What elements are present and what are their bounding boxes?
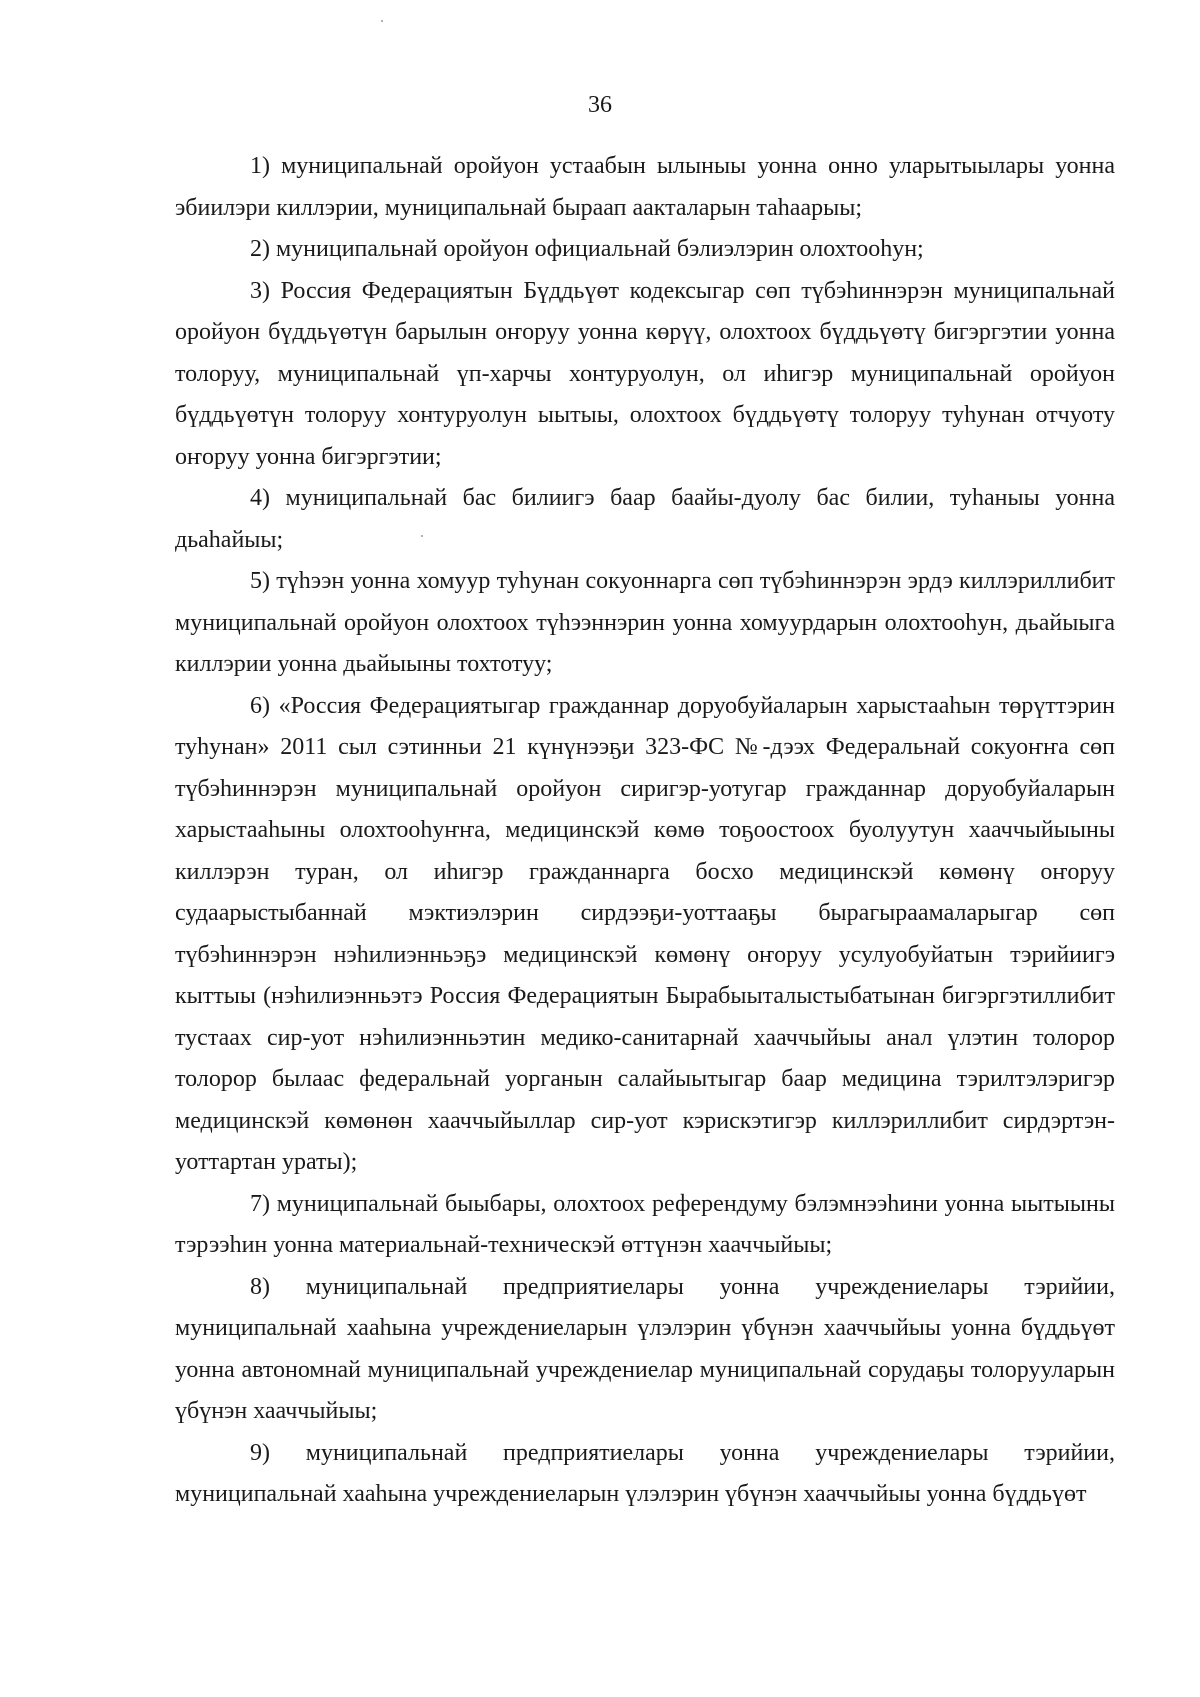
scan-speck [421,535,423,537]
paragraph-7: 7) муниципальнай быыбары, олохтоох референдуму бэлэмнээһини уонна ыытыыны тэрээһин уонна материальнай-техническэй өттүнэн хааччыйыы; [175,1190,1115,1258]
document-body [175,146,1115,1516]
paragraph-5: 5) түһээн уонна хомуур туһунан сокуоннарга сөп түбэһиннэрэн эрдэ киллэриллибит муниципальнай оройуон олохтоох түһээннэрин уонна хомуурдарын олохтооһун, дьайыыга киллэрии уонна дьайыыны тохтотуу; [175,568,1115,677]
paragraph-1: 1) муниципальнай оройуон устаабын ылыныы уонна онно уларытыылары уонна эбиилэри киллэрии, муниципальнай быраап аакталарын таһаарыы; [175,153,1115,221]
scan-speck [381,20,383,22]
paragraph-8: 8) муниципальнай предприятиелары уонна учреждениелары тэрийии, муниципальнай хааһына учреждениеларын үлэлэрин үбүнэн хааччыйыы уонна бүддьүөт уонна автономнай муниципальнай учреждениелар муниципальнай сорудаҕы толорууларын үбүнэн хааччыйыы; [175,1273,1115,1424]
paragraph-4: 4) муниципальнай бас билиигэ баар баайы-дуолу бас билии, туһаныы уонна дьаһайыы; [175,485,1115,553]
paragraph-6: 6) «Россия Федерациятыгар гражданнар доруобуйаларын харыстааһын төрүттэрин туһунан» 2011 сыл сэтинньи 21 күнүнээҕи 323-ФС №-дээх Федеральнай сокуоҥҥа сөп түбэһиннэрэн муниципальнай оройуон сиригэр-уотугар гражданнар доруобуйаларын харыстааһыны олохтооһуҥҥа, медицинскэй көмө тоҕоостоох буолуутун хааччыйыыны киллэрэн туран, ол иһигэр гражданнарга босхо медицинскэй көмөнү оҥоруу судаарыстыбаннай мэктиэлэрин сирдээҕи-уоттааҕы бырагыраамаларыгар сөп түбэһиннэрэн нэһилиэнньэҕэ медицинскэй көмөнү оҥоруу усулуобуйатын тэрийиигэ кыттыы (нэһилиэнньэтэ Россия Федерациятын Бырабыыталыстыбатынан бигэргэтиллибит тустаах сир-уот нэһилиэнньэтин медико-санитарнай хааччыйыы анал үлэтин толорор толорор былаас федеральнай уорганын салайыытыгар баар медицина тэрилтэлэригэр медицинскэй көмөнөн хааччыйыллар сир-уот кэрискэтигэр киллэриллибит сирдэртэн-уоттартан ураты); [175,692,1115,1175]
paragraph-3: 3) Россия Федерациятын Бүддьүөт кодексыгар сөп түбэһиннэрэн муниципальнай оройуон бүддьүөтүн барылын оҥоруу уонна көрүү, олохтоох бүддьүөтү бигэргэтии уонна толоруу, муниципальнай үп-харчы хонтуруолун, ол иһигэр муниципальнай оройуон бүддьүөтүн толоруу хонтуруолун ыытыы, олохтоох бүддьүөтү толоруу туһунан отчуоту оҥоруу уонна бигэргэтии; [175,277,1115,470]
paragraph-2: 2) муниципальнай оройуон официальнай бэлиэлэрин олохтооһун; [250,236,924,262]
paragraph-9: 9) муниципальнай предприятиелары уонна учреждениелары тэрийии, муниципальнай хааһына учреждениеларын үлэлэрин үбүнэн хааччыйыы уонна бүддьүөт [175,1439,1115,1507]
page-number: 36 [588,92,612,118]
